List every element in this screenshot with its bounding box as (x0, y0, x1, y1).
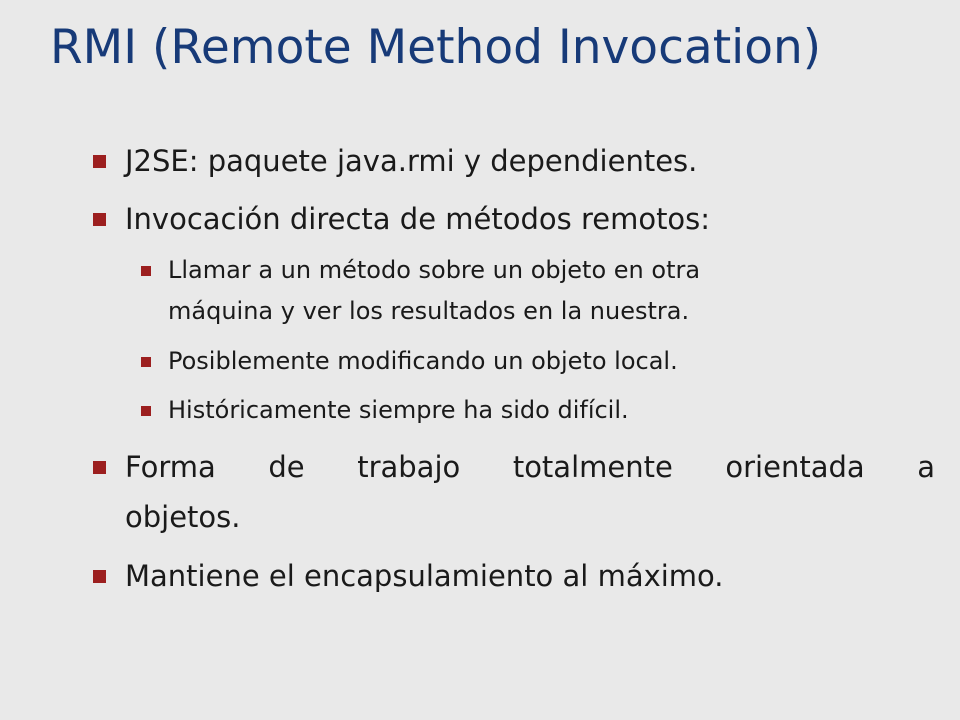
square-bullet-icon (93, 570, 106, 583)
sub-bullet-text-line1: Llamar a un método sobre un objeto en otra (168, 256, 701, 284)
bullet-text-line1: Forma de trabajo totalmente orientada a (125, 450, 935, 484)
bullet-text: J2SE: paquete java.rmi y dependientes. (125, 144, 698, 178)
square-bullet-icon (141, 266, 151, 276)
slide-title: RMI (Remote Method Invocation) (50, 20, 822, 75)
bullet-text-line2: objetos. (125, 500, 241, 534)
square-bullet-icon (141, 406, 151, 416)
sub-bullet-text-line2: máquina y ver los resultados en la nuestra. (168, 297, 690, 325)
bullet-text: Mantiene el encapsulamiento al máximo. (125, 559, 724, 593)
square-bullet-icon (93, 461, 106, 474)
sub-bullet-text: Posiblemente modificando un objeto local. (168, 347, 678, 375)
square-bullet-icon (141, 357, 151, 367)
sub-bullet-text: Históricamente siempre ha sido difícil. (168, 396, 629, 424)
square-bullet-icon (93, 155, 106, 168)
square-bullet-icon (93, 213, 106, 226)
bullet-text: Invocación directa de métodos remotos: (125, 202, 711, 236)
